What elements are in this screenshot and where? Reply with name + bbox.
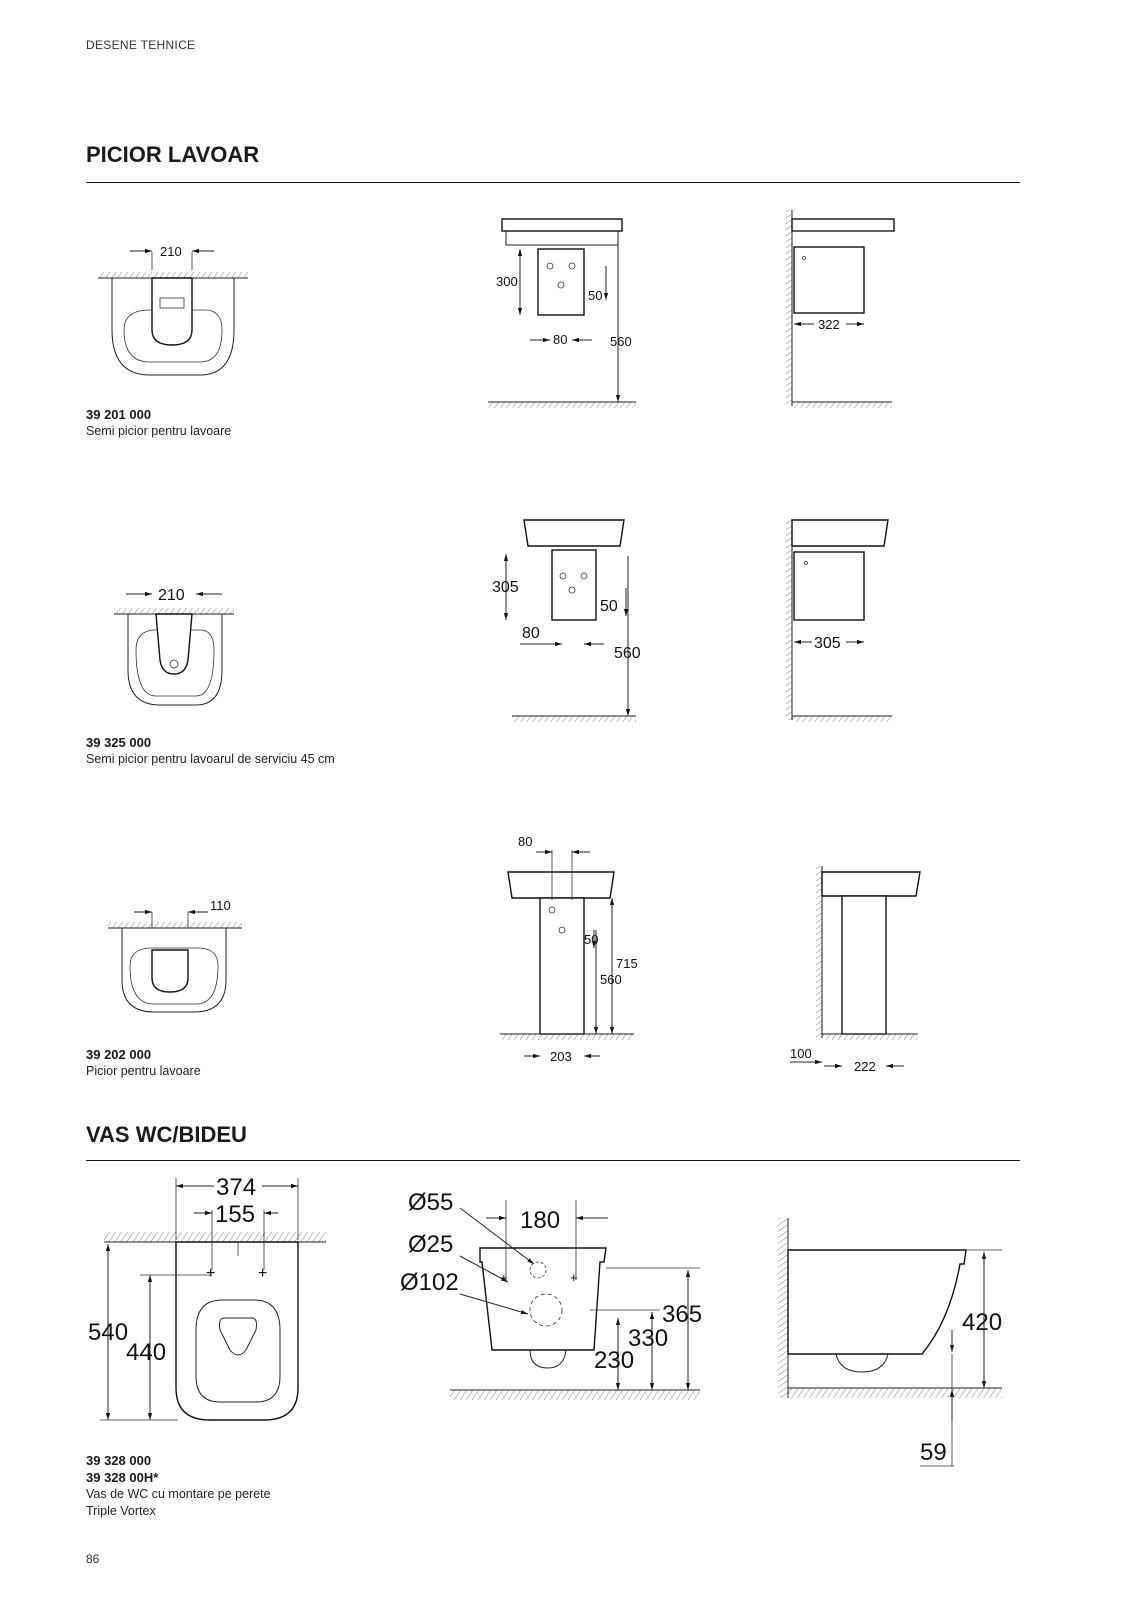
dim-label: 210 [160,244,182,259]
drawing-top-view-3 [108,898,242,1012]
svg-text:80: 80 [553,332,568,347]
product-code: 39 201 000 [86,407,152,422]
drawing-wc-top-view [88,1174,326,1420]
product-code: 39 325 000 [86,735,152,750]
product-description: Vas de WC cu montare pe perete [86,1487,271,1501]
svg-text:305: 305 [492,579,519,596]
drawing-front-view-1 [488,219,636,408]
svg-text:110: 110 [210,898,231,913]
drawing-side-view-2 [786,520,892,722]
drawing-top-view-1 [98,244,248,375]
svg-text:560: 560 [614,645,641,662]
svg-text:330: 330 [628,1325,669,1352]
drawing-wc-side-view [778,1218,1002,1466]
svg-text:Ø25: Ø25 [408,1231,454,1258]
svg-text:155: 155 [215,1201,256,1228]
svg-text:180: 180 [520,1207,561,1234]
svg-text:230: 230 [594,1347,635,1374]
svg-text:420: 420 [962,1309,1003,1336]
svg-text:305: 305 [814,635,841,652]
svg-text:300: 300 [496,274,518,289]
product-code: 39 202 000 [86,1047,152,1062]
svg-text:540: 540 [88,1319,129,1346]
svg-text:+: + [570,1270,578,1285]
svg-text:50: 50 [588,288,603,303]
svg-text:80: 80 [522,625,540,642]
page-number: 86 [86,1552,100,1566]
svg-text:100: 100 [790,1046,812,1061]
drawing-wc-front-view [400,1189,702,1400]
svg-text:322: 322 [818,317,840,332]
svg-text:+: + [258,1265,268,1282]
drawing-side-view-3 [790,866,920,1074]
product-description: Picior pentru lavoare [86,1064,201,1078]
svg-text:560: 560 [600,972,622,987]
svg-text:440: 440 [126,1339,167,1366]
section-title-wc: VAS WC/BIDEU [86,1122,247,1147]
svg-text:+: + [206,1265,216,1282]
svg-text:50: 50 [584,932,599,947]
drawing-side-view-1 [786,210,894,408]
svg-text:374: 374 [216,1174,257,1201]
product-code: 39 328 00H* [86,1470,159,1485]
svg-text:50: 50 [600,598,618,615]
svg-text:560: 560 [610,334,632,349]
svg-text:59: 59 [920,1439,947,1466]
product-description: Semi picior pentru lavoarul de serviciu 45 cm [86,752,335,766]
svg-text:+: + [500,1270,508,1285]
drawing-top-view-2 [114,587,234,705]
page-header: DESENE TEHNICE [86,38,196,52]
drawing-front-view-2 [492,520,641,722]
drawing-front-view-3 [500,834,638,1064]
svg-text:Ø102: Ø102 [400,1269,459,1296]
svg-text:715: 715 [616,956,638,971]
section-title-pedestal: PICIOR LAVOAR [86,142,260,167]
svg-text:222: 222 [854,1059,876,1074]
svg-text:Ø55: Ø55 [408,1189,454,1216]
svg-text:210: 210 [158,587,185,604]
svg-text:203: 203 [550,1049,572,1064]
product-description: Triple Vortex [86,1504,156,1518]
product-description: Semi picior pentru lavoare [86,424,232,438]
svg-text:365: 365 [662,1301,703,1328]
product-code: 39 328 000 [86,1453,152,1468]
svg-text:80: 80 [518,834,533,849]
